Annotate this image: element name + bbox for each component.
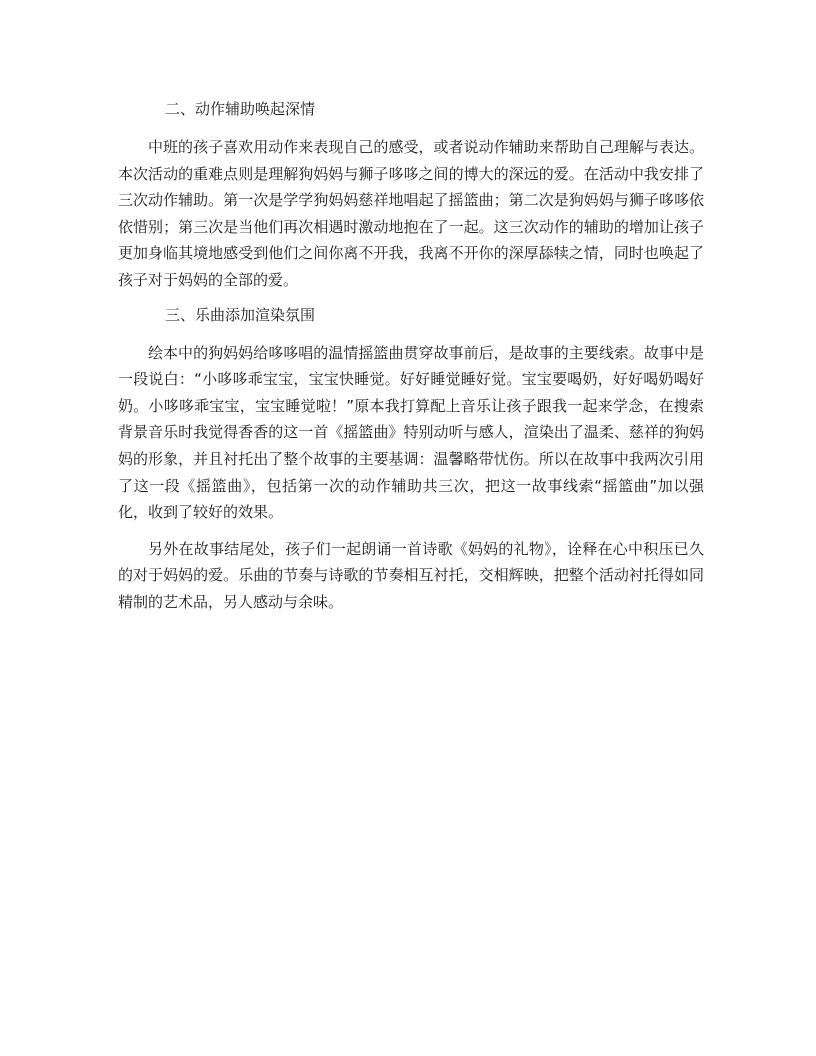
document-page	[118, 96, 704, 616]
section-paragraph-music-atmosphere: 绘本中的狗妈妈给哆哆唱的温情摇篮曲贯穿故事前后，是故事的主要线索。故事中是一段说白：“小哆哆乖宝宝，宝宝快睡觉。好好睡觉睡好觉。宝宝要喝奶，好好喝奶喝好奶。小哆哆乖宝宝，宝宝睡觉啦！”原本我打算配上音乐让孩子跟我一起来学念，在搜索背景音乐时我觉得香香的这一首《摇篮曲》特别动听与感人，渲染出了温柔、慈祥的狗妈妈的形象，并且衬托出了整个故事的主要基调：温馨略带忧伤。所以在故事中我两次引用了这一段《摇篮曲》，包括第一次的动作辅助共三次，把这一故事线索“摇篮曲”加以强化，收到了较好的效果。	[118, 343, 704, 522]
closing-paragraph: 另外在故事结尾处，孩子们一起朗诵一首诗歌《妈妈的礼物》，诠释在心中积压已久的对于妈妈的爱。乐曲的节奏与诗歌的节奏相互衬托，交相辉映，把整个活动衬托得如同精制的艺术品，另人感动与余味。	[118, 539, 704, 611]
section-paragraph-action-assist: 中班的孩子喜欢用动作来表现自己的感受，或者说动作辅助来帮助自己理解与表达。本次活动的重难点则是理解狗妈妈与狮子哆哆之间的博大的深远的爱。在活动中我安排了三次动作辅助。第一次是学学狗妈妈慈祥地唱起了摇篮曲；第二次是狗妈妈与狮子哆哆依依惜别；第三次是当他们再次相遇时激动地抱在了一起。这三次动作的辅助的增加让孩子更加身临其境地感受到他们之间你离不开我，我离不开你的深厚舔犊之情，同时也唤起了孩子对于妈妈的全部的爱。	[118, 138, 704, 289]
section-heading-music-atmosphere: 三、乐曲添加渲染氛围	[165, 305, 316, 324]
section-heading-action-assist: 二、动作辅助唤起深情	[165, 100, 316, 118]
